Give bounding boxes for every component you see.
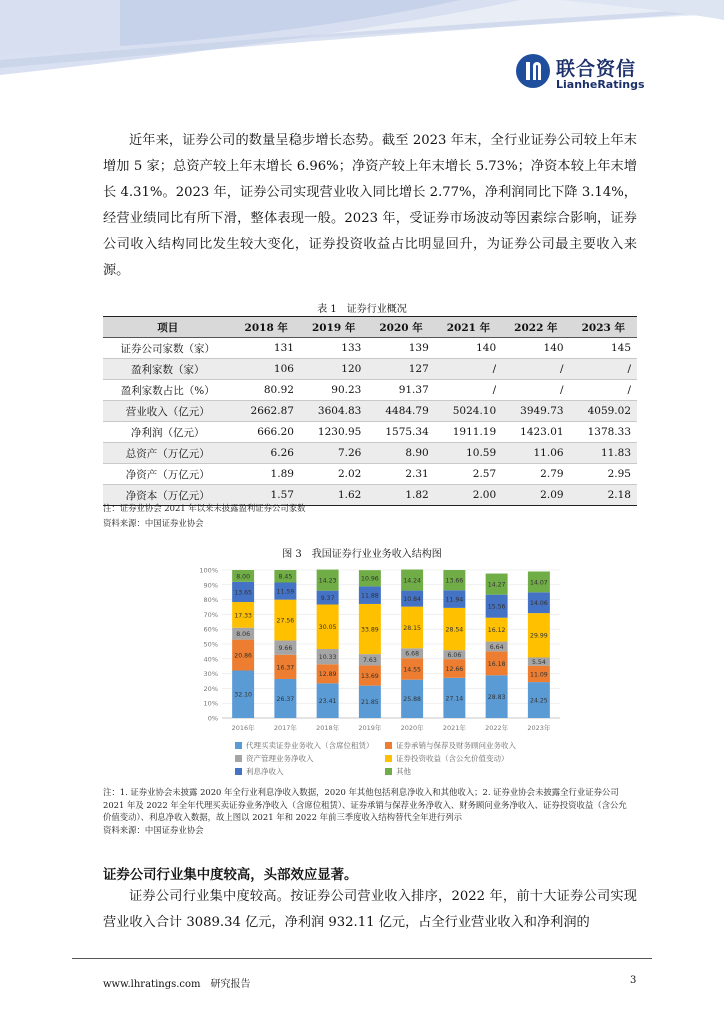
data-label: 14.07 [530,579,548,587]
table-cell: 2662.87 [233,401,300,422]
figure-source: 资料来源：中国证券业协会 [103,824,204,835]
brand-logo [516,54,646,94]
table-cell: 10.59 [435,443,502,464]
data-label: 10.84 [403,595,421,603]
table-cell: 1423.01 [502,422,569,443]
figure-note-text: 注：1. 证券业协会未披露 2020 年全行业利息净收入数据，2020 年其他包括利息净收入和其他收入；2. 证券业协会未披露全行业证券公司 2021 年及 2022 年全年代理买卖证券业务净收入（含席位租赁）、证券承销与保荐业务净收入、财务顾问业务净收入、证券投资收益（含公允价值变动）、利息净收入数据，故上图以 2021 年和 2022 年前三季度收入结构替代全年进行列示 [103,787,627,822]
table-cell: / [570,359,637,380]
table-cell: 3949.73 [502,401,569,422]
legend-label: 利息净收入 [246,767,284,776]
data-label: 11.09 [530,671,548,679]
table-cell: 7.26 [300,443,367,464]
revenue-structure-chart [180,560,570,785]
table-cell: 666.20 [233,422,300,443]
data-label: 26.37 [276,695,295,703]
table-cell: 80.92 [233,380,300,401]
table-caption: 表 1 证券行业概况 [317,304,407,315]
table-cell: 1.57 [233,485,300,506]
y-tick-label: 50% [203,640,218,649]
table-note: 注：证券业协会 2021 年以来未披露盈利证券公司家数 [103,503,306,513]
data-label: 6.64 [489,643,504,651]
table-cell: 6.26 [233,443,300,464]
table-cell: 2.31 [367,464,434,485]
table-row [103,443,637,464]
table-cell: 1230.95 [300,422,367,443]
table-cell: 总资产（万亿元） [103,443,233,464]
table-cell: 139 [367,338,434,359]
table-header-cell: 2023 年 [570,317,637,338]
industry-overview-table [103,316,637,506]
y-tick-label: 40% [203,655,218,664]
data-label: 6.68 [405,650,420,658]
x-tick-label: 2023年 [527,724,551,732]
table-cell: 1378.33 [570,422,637,443]
table-cell: / [435,380,502,401]
data-label: 24.25 [530,697,548,705]
legend-item [235,766,284,777]
legend-item [235,740,374,751]
y-tick-label: 60% [203,625,218,634]
table-cell: 131 [233,338,300,359]
table-cell: 140 [435,338,502,359]
x-tick-label: 2016年 [231,724,255,732]
table-cell: / [502,380,569,401]
page-number: 3 [630,975,637,986]
data-label: 7.63 [362,657,377,665]
table-row [103,464,637,485]
data-label: 27.56 [276,617,295,625]
legend-swatch [385,742,392,749]
legend-item [385,740,516,751]
table-cell: 133 [300,338,367,359]
data-label: 20.86 [234,652,252,660]
table-cell: 140 [502,338,569,359]
legend-label: 证券投资收益（含公允价值变动） [396,754,509,763]
data-label: 10.33 [318,654,337,662]
y-tick-label: 90% [203,581,218,590]
y-tick-label: 0% [207,714,218,723]
data-label: 16.37 [276,664,295,672]
table-cell: 2.18 [570,485,637,506]
legend-label: 资产管理业务净收入 [246,754,314,763]
table-cell: 1.82 [367,485,434,506]
table-header-cell: 2022 年 [502,317,569,338]
data-label: 9.37 [320,594,335,602]
data-label: 14.23 [318,577,337,585]
data-label: 15.56 [487,603,506,611]
y-tick-label: 20% [203,684,218,693]
table-cell: 净资产（万亿元） [103,464,233,485]
table-cell: 120 [300,359,367,380]
footer-divider [72,958,652,959]
x-tick-label: 2021年 [442,724,466,732]
x-tick-label: 2018年 [316,724,340,732]
data-label: 13.66 [445,577,464,585]
legend-swatch [385,755,392,762]
data-label: 14.24 [403,577,421,585]
data-label: 14.06 [530,600,548,608]
data-label: 33.89 [361,626,379,634]
table-cell: 2.57 [435,464,502,485]
table-cell: 净资本（万亿元） [103,485,233,506]
data-label: 12.66 [445,665,464,673]
table-cell: 2.79 [502,464,569,485]
x-tick-label: 2017年 [273,724,297,732]
data-label: 28.54 [445,626,464,634]
table-cell: 11.06 [502,443,569,464]
table-cell: 2.09 [502,485,569,506]
footer-website: www.lhratings.com 研究报告 [103,979,251,990]
data-label: 32.10 [234,691,252,699]
table-cell: / [435,359,502,380]
table-header-cell: 2021 年 [435,317,502,338]
x-tick-label: 2020年 [400,724,424,732]
data-label: 8.06 [236,631,251,639]
legend-label: 证券承销与保荐及财务顾问业务收入 [396,741,516,750]
table-header-cell: 2019 年 [300,317,367,338]
table-cell: 91.37 [367,380,434,401]
x-tick-label: 2019年 [358,724,382,732]
y-tick-label: 30% [203,670,218,679]
table-cell: 盈利家数占比（%） [103,380,233,401]
table-cell: 1911.19 [435,422,502,443]
data-label: 11.88 [361,592,379,600]
table-cell: 4059.02 [570,401,637,422]
concentration-paragraph: 证券公司行业集中度较高。按证券公司营业收入排序，2022 年，前十大证券公司实现营业收入合计 3089.34 亿元，净利润 932.11 亿元，占全行业营业收入和净利润的 [103,889,637,930]
data-label: 8.00 [236,573,251,581]
figure-caption: 图 3 我国证券行业业务收入结构图 [282,549,442,560]
data-label: 10.96 [361,575,379,583]
data-label: 29.99 [530,632,548,640]
data-label: 5.54 [531,658,546,666]
data-label: 13.65 [234,589,252,597]
table-cell: 90.23 [300,380,367,401]
table-cell: 5024.10 [435,401,502,422]
data-label: 17.33 [234,612,252,620]
legend-swatch [235,755,242,762]
data-label: 21.85 [361,699,379,707]
table-cell: 11.83 [570,443,637,464]
data-label: 16.18 [487,660,506,668]
legend-item [385,753,509,764]
data-label: 9.66 [278,644,293,652]
table-cell: 1575.34 [367,422,434,443]
table-cell: 证券公司家数（家） [103,338,233,359]
table-header-cell: 2018 年 [233,317,300,338]
data-label: 8.45 [278,573,293,581]
legend-swatch [235,742,242,749]
table-row [103,401,637,422]
table-cell: 盈利家数（家） [103,359,233,380]
table-cell: 106 [233,359,300,380]
y-tick-label: 100% [199,566,218,575]
data-label: 25.88 [403,696,421,704]
data-label: 12.89 [318,671,337,679]
y-tick-label: 70% [203,610,218,619]
table-header-row [103,317,637,338]
table-cell: 127 [367,359,434,380]
section-heading: 证券公司行业集中度较高，头部效应显著。 [103,867,358,883]
y-tick-label: 10% [203,699,218,708]
data-label: 28.83 [487,694,506,702]
data-label: 16.12 [487,627,506,635]
figure-note [103,786,633,836]
table-cell: / [570,380,637,401]
table-cell: 4484.79 [367,401,434,422]
data-label: 11.94 [445,596,464,604]
y-tick-label: 80% [203,596,218,605]
table-row [103,338,637,359]
table-row [103,380,637,401]
data-label: 14.27 [487,581,506,589]
table-cell: 2.00 [435,485,502,506]
brand-name-en: LianheRatings [556,78,645,91]
legend-swatch [235,768,242,775]
table-cell: 1.62 [300,485,367,506]
logo-mark-icon [516,54,550,88]
data-label: 13.69 [361,672,379,680]
table-cell: / [502,359,569,380]
data-label: 6.06 [447,652,462,660]
data-label: 27.14 [445,695,464,703]
table-row [103,422,637,443]
data-label: 14.55 [403,666,421,674]
legend-label: 其他 [396,767,411,776]
intro-paragraph: 近年来，证券公司的数量呈稳步增长态势。截至 2023 年末，全行业证券公司较上年末增加 5 家；总资产较上年末增长 6.96%；净资产较上年末增长 5.73%；净资本较上年末增长 4.31%。2023 年，证券公司实现营业收入同比增长 2.77%，净利润同比下降 3.14%，经营业绩同比有所下滑，整体表现一般。2023 年，受证券市场波动等因素综合影响，证券公司收入结构同比发生较大变化，证券投资收益占比明显回升，为证券公司最主要收入来源。 [103,133,637,278]
legend-item [235,753,314,764]
table-cell: 净利润（亿元） [103,422,233,443]
table-cell: 2.02 [300,464,367,485]
table-cell: 1.89 [233,464,300,485]
table-cell: 8.90 [367,443,434,464]
table-row [103,359,637,380]
table-cell: 营业收入（亿元） [103,401,233,422]
data-label: 28.15 [403,624,421,632]
data-label: 30.05 [318,624,337,632]
legend-swatch [385,768,392,775]
table-cell: 2.95 [570,464,637,485]
data-label: 23.41 [318,698,337,706]
brand-name-cn: 联合资信 [556,58,637,80]
legend-item [385,766,411,777]
table-cell: 3604.83 [300,401,367,422]
table-header-cell: 2020 年 [367,317,434,338]
x-tick-label: 2022年 [485,724,509,732]
legend-label: 代理买卖证券业务收入（含席位租赁） [246,741,374,750]
table-source: 资料来源：中国证券业协会 [103,518,204,528]
table-header-cell: 项目 [103,317,233,338]
data-label: 11.59 [276,588,295,596]
table-cell: 145 [570,338,637,359]
